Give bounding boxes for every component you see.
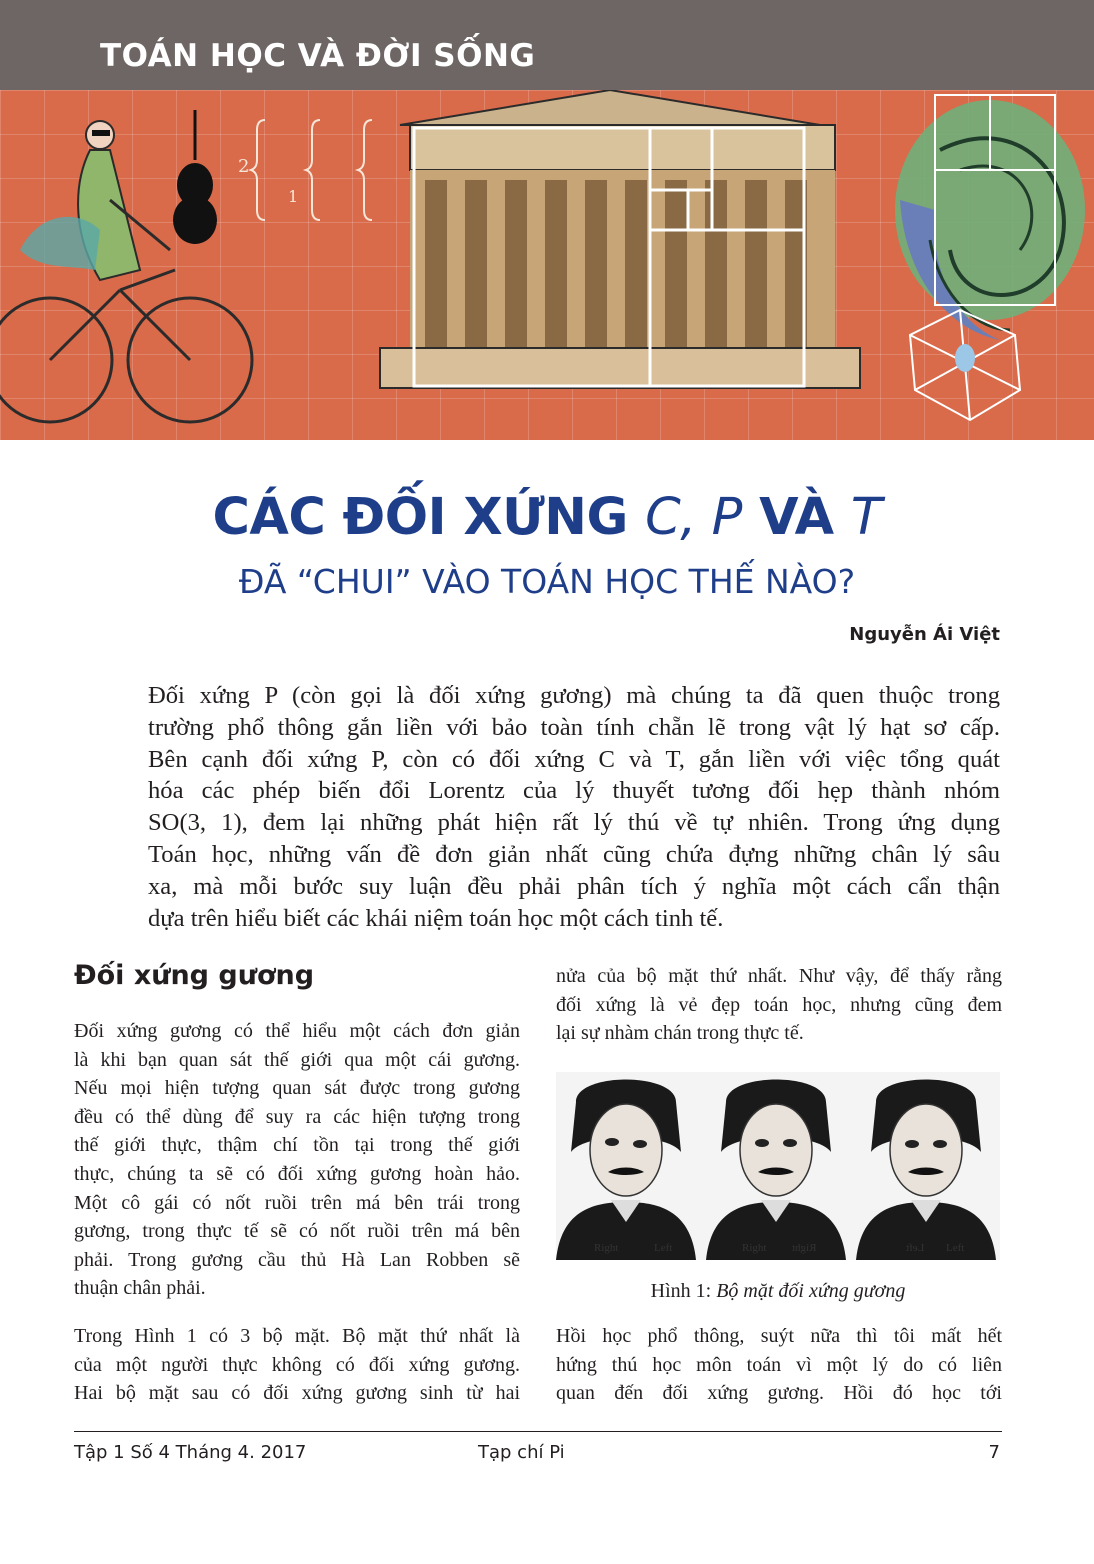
section-heading: Đối xứng gương [74, 960, 315, 991]
nautilus-shell-illustration [895, 95, 1085, 340]
section-bar [0, 0, 1094, 90]
figure-caption [556, 1280, 1000, 1303]
figure-label-mirrored: Right [792, 1242, 817, 1254]
text-line: Trong Hình 1 có 3 bộ mặt. Bộ mặt thứ nhất là [74, 1325, 520, 1347]
title-letter-t: T [850, 488, 882, 547]
face-portrait-original [556, 1080, 696, 1261]
caption-prefix: Hình 1: [650, 1280, 717, 1302]
article-title [0, 488, 1094, 547]
title-text: CÁC ĐỐI XỨNG [212, 488, 646, 547]
text-line: là khi bạn quan sát thế giới qua một cái gương. [74, 1048, 520, 1071]
figure-label-mirrored: Left [906, 1242, 925, 1254]
face-portrait-left-mirror [706, 1080, 846, 1261]
face-portrait-right-mirror [856, 1080, 996, 1261]
abstract-line: Toán học, những vấn đề đơn giản nhất cũng chứa đựng những chân lý sâu [148, 840, 1000, 868]
title-and: VÀ [741, 488, 851, 547]
svg-text:1: 1 [288, 187, 299, 206]
author-name: Nguyễn Ái Việt [849, 624, 1000, 645]
footer-divider [74, 1431, 1002, 1432]
abstract [148, 680, 1000, 934]
figure-mirror-faces [556, 1072, 1000, 1260]
figure-label: Left [946, 1242, 965, 1254]
text-line: đối xứng là vẻ đẹp toán học, nhưng cũng đem [556, 993, 1002, 1016]
figure-label: Right [742, 1242, 767, 1254]
text-line: gương, trong thực tế sẽ có nốt ruồi trên má bên [74, 1220, 520, 1243]
caption-title: Bộ mặt đối xứng gương [716, 1280, 906, 1302]
paragraph-left-1 [74, 1017, 520, 1303]
abstract-line: trường phổ thông gắn liền với bảo toàn tính chẵn lẽ trong vật lý hạt sơ cấp. [148, 713, 1000, 741]
text-line: thực, chúng ta sẽ có đối xứng gương hoàn hảo. [74, 1162, 520, 1185]
abstract-line: dựa trên hiểu biết các khái niệm toán học một cách tinh tế. [148, 904, 724, 932]
paragraph-right-1 [556, 962, 1002, 1048]
text-line: Đối xứng gương có thể hiểu một cách đơn giản [74, 1020, 520, 1042]
text-line: Nếu mọi hiện tượng quan sát được trong gương [74, 1077, 520, 1100]
abstract-line: xa, mà mỗi bước suy luận đều phải phân tích ý nghĩa một cách cẩn thận [148, 872, 1000, 900]
section-title: TOÁN HỌC VÀ ĐỜI SỐNG [100, 38, 536, 74]
text-line: nửa của bộ mặt thứ nhất. Như vậy, để thấy rằng [556, 965, 1002, 987]
paragraph-left-2 [74, 1322, 520, 1408]
polyhedron-icon [910, 310, 1020, 420]
text-line: hứng thú học môn toán vì một lý do có liên [556, 1353, 1002, 1376]
abstract-line: Đối xứng P (còn gọi là đối xứng gương) mà chúng ta đã quen thuộc trong [148, 682, 1000, 709]
issue-info: Tập 1 Số 4 Tháng 4. 2017 [74, 1442, 307, 1463]
text-line: Hai bộ mặt sau có đối xứng gương sinh từ hai [74, 1382, 520, 1405]
abstract-line: hóa các phép biến đổi Lorentz của lý thuyết tương đối hẹp thành nhóm [148, 777, 1000, 805]
abstract-line: Bên cạnh đối xứng P, còn có đối xứng C và T, gắn liền với việc tổng quát [148, 745, 1000, 773]
text-line: thế giới thực, thậm chí tồn tại trong thế giới [74, 1134, 520, 1157]
cyclist-illustration [0, 121, 252, 422]
abstract-line: SO(3, 1), đem lại những phát hiện rất lý thú về tự nhiên. Trong ứng dụng [148, 809, 1000, 837]
text-line: thuận chân phải. [74, 1277, 206, 1300]
figure-label: Right [594, 1242, 619, 1254]
text-line: quan đến đối xứng gương. Hồi đó học tới [556, 1382, 1002, 1405]
article-subtitle: ĐÃ “CHUI” VÀO TOÁN HỌC THẾ NÀO? [238, 562, 856, 601]
parthenon-illustration [380, 90, 860, 388]
paragraph-right-2 [556, 1322, 1002, 1408]
figure-label: Left [654, 1242, 673, 1254]
journal-name: Tạp chí Pi [478, 1442, 565, 1463]
title-letters-cp: C, P [645, 488, 742, 547]
text-line: lại sự nhàm chán trong thực tế. [556, 1022, 804, 1045]
sketch-brackets [238, 120, 372, 220]
text-line: Hồi học phổ thông, suýt nữa thì tôi mất hết [556, 1325, 1002, 1347]
page-number: 7 [988, 1442, 1000, 1463]
text-line: phải. Trong gương cầu thủ Hà Lan Robben sẽ [74, 1248, 520, 1271]
text-line: của một người thực không có đối xứng gương. [74, 1353, 520, 1376]
text-line: Một cô gái có nốt ruồi trên má bên trái trong [74, 1191, 520, 1214]
text-line: đều có thể dùng để suy ra các hiện tượng trong [74, 1105, 520, 1128]
svg-text:2: 2 [238, 156, 250, 177]
double-bass-icon [173, 110, 217, 244]
header-banner [0, 90, 1094, 440]
